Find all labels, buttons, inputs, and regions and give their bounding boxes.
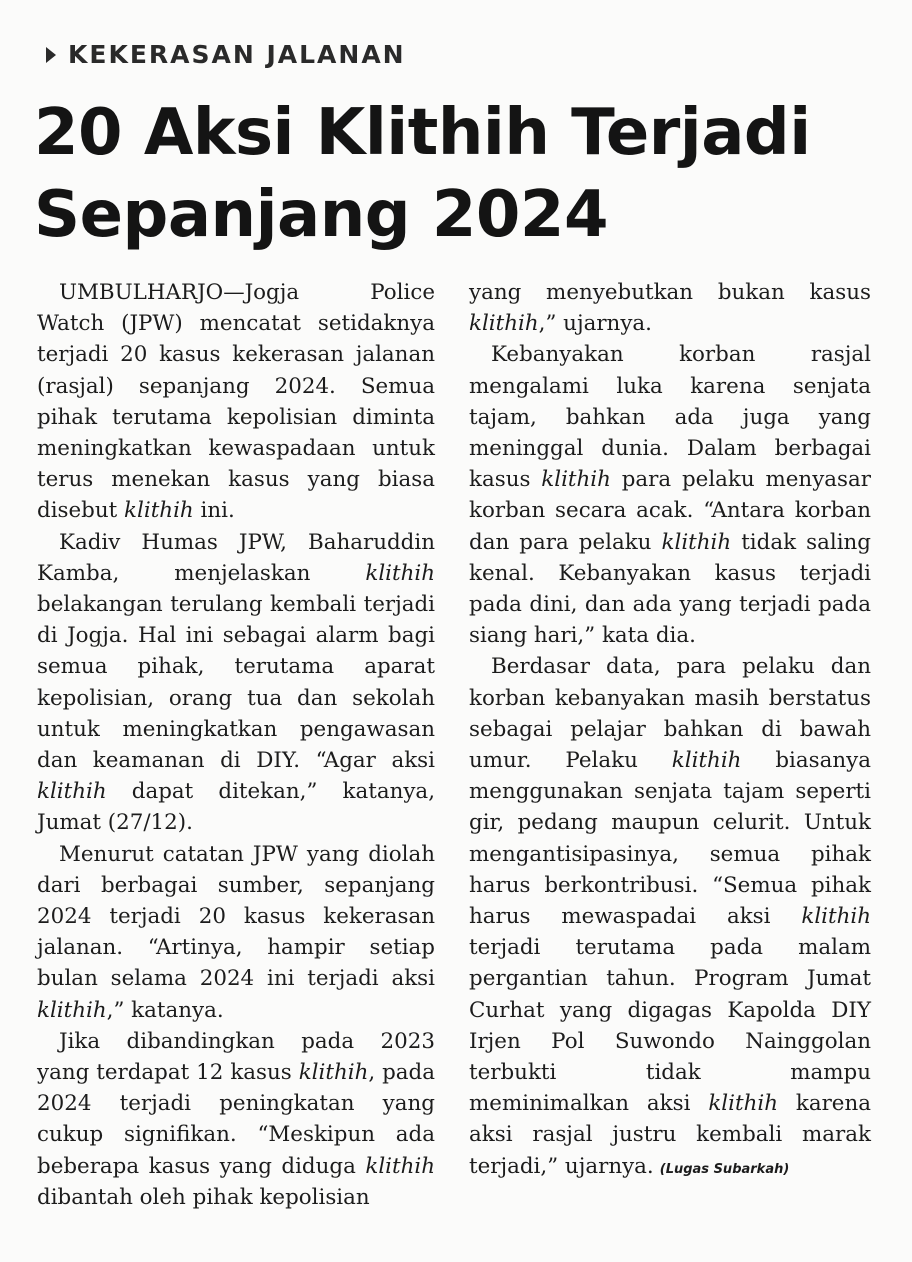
- text: Menurut catatan JPW yang diolah dari berbagai sumber, sepanjang 2024 terjadi 20 kasus kekerasan jalanan. “Artinya, hampir setiap bulan selama 2024 ini terjadi aksi: [37, 841, 435, 992]
- text: Kadiv Humas JPW, Baharuddin Kamba, menjelaskan: [37, 529, 435, 586]
- paragraph: [469, 651, 871, 1184]
- paragraph: [37, 527, 435, 839]
- text: dapat ditekan,” katanya, Jumat (27/12).: [37, 779, 435, 836]
- text: ,” ujarnya.: [538, 311, 652, 337]
- text: karena aksi rasjal justru kembali marak terjadi,” ujarnya.: [469, 1091, 871, 1179]
- italic-term: klithih: [298, 1060, 369, 1086]
- paragraph: [469, 277, 871, 339]
- paragraph: [37, 839, 435, 1026]
- italic-term: klithih: [661, 529, 732, 555]
- text: tidak saling kenal. Kebanyakan kasus terjadi pada dini, dan ada yang terjadi pada siang hari,” kata dia.: [469, 529, 872, 649]
- text: belakangan terulang kembali terjadi di Jogja. Hal ini sebagai alarm bagi semua pihak, terutama aparat kepolisian, orang tua dan sekolah untuk meningkatkan pengawasan dan keamanan di DIY. “Agar aksi: [37, 592, 435, 774]
- italic-term: klithih: [541, 467, 611, 493]
- italic-term: klithih: [469, 311, 539, 337]
- rubric-label: KEKERASAN JALANAN: [68, 40, 406, 69]
- italic-term: klithih: [365, 560, 435, 586]
- italic-term: klithih: [124, 498, 194, 524]
- italic-term: klithih: [37, 997, 107, 1023]
- text: para pelaku menyasar korban secara acak. “Antara korban dan para pelaku: [469, 467, 871, 555]
- triangle-bullet-icon: [46, 47, 56, 63]
- text: dibantah oleh pihak kepolisian: [37, 1184, 370, 1210]
- italic-term: klithih: [671, 748, 742, 774]
- byline: (Lugas Subarkah): [659, 1161, 790, 1177]
- section-rubric: [46, 40, 406, 69]
- paragraph: [37, 1026, 435, 1213]
- text: ini.: [193, 498, 235, 524]
- text: yang menyebutkan bukan kasus: [469, 280, 871, 305]
- text: UMBULHARJO—Jogja Police Watch (JPW) mencatat setidaknya terjadi 20 kasus kekerasan jalanan (rasjal) sepanjang 2024. Semua pihak terutama kepolisian diminta meningkatkan kewaspadaan untuk terus menekan kasus yang biasa disebut: [37, 280, 435, 524]
- headline-line-2: Sepanjang 2024: [34, 178, 608, 252]
- italic-term: klithih: [37, 779, 107, 805]
- headline-line-1: 20 Aksi Klithih Terjadi: [34, 96, 811, 170]
- text: biasanya menggunakan senjata tajam seperti gir, pedang maupun celurit. Untuk mengantisipasinya, semua pihak harus berkontribusi. “Semua pihak harus mewaspadai aksi: [469, 748, 871, 930]
- text: terjadi terutama pada malam pergantian tahun. Program Jumat Curhat yang digagas Kapolda DIY Irjen Pol Suwondo Nainggolan terbukti tidak mampu meminimalkan aksi: [469, 935, 871, 1117]
- italic-term: klithih: [801, 904, 871, 930]
- paragraph: [37, 277, 435, 527]
- italic-term: klithih: [708, 1091, 778, 1117]
- headline: [34, 92, 894, 256]
- text: ,” katanya.: [106, 997, 224, 1023]
- article-column-left: [37, 277, 435, 1213]
- text: Berdasar data, para pelaku dan korban kebanyakan masih berstatus sebagai pelajar bahkan di bawah umur. Pelaku: [469, 654, 871, 774]
- text: Kebanyakan korban rasjal mengalami luka karena senjata tajam, bahkan ada juga yang meninggal dunia. Dalam berbagai kasus: [469, 342, 871, 493]
- paragraph: [469, 339, 871, 651]
- article-column-right: [469, 277, 871, 1185]
- text: , pada 2024 terjadi peningkatan yang cukup signifikan. “Meskipun ada beberapa kasus yang diduga: [37, 1060, 435, 1179]
- text: Jika dibandingkan pada 2023 yang terdapat 12 kasus: [37, 1028, 435, 1086]
- italic-term: klithih: [365, 1153, 435, 1179]
